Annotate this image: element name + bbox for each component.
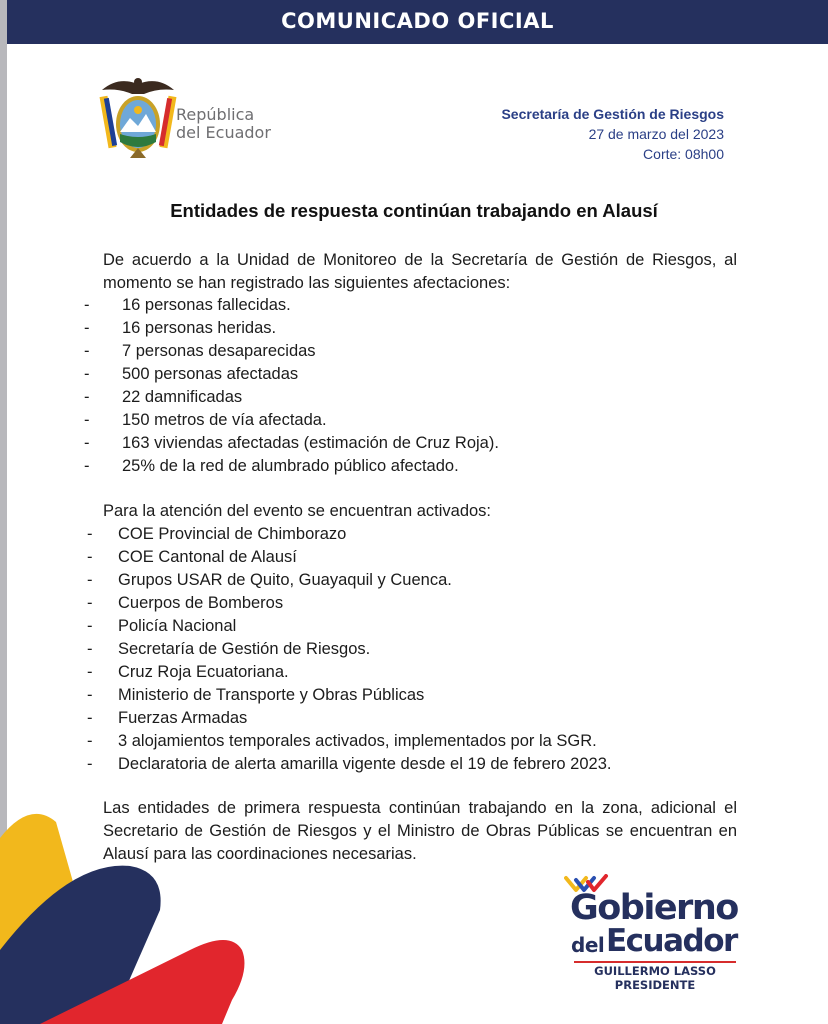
list-item: - 16 personas heridas.	[122, 317, 499, 340]
cutoff-time: Corte: 08h00	[643, 146, 724, 162]
document-title: Entidades de respuesta continúan trabajando en Alausí	[170, 200, 658, 221]
official-banner	[7, 0, 828, 44]
president-name: GUILLERMO LASSO	[594, 964, 716, 978]
list-item: - Declaratoria de alerta amarilla vigente desde el 19 de febrero 2023.	[118, 753, 611, 776]
list-dash: -	[87, 686, 93, 704]
issue-date: 27 de marzo del 2023	[588, 126, 724, 142]
list-item: - COE Cantonal de Alausí	[118, 546, 611, 569]
logo-divider	[574, 961, 736, 963]
republic-logo-text	[176, 106, 271, 142]
list-dash: -	[87, 594, 93, 612]
list-item: - 500 personas afectadas	[122, 363, 499, 386]
list-item: - Cuerpos de Bomberos	[118, 592, 611, 615]
coat-of-arms-icon	[98, 74, 178, 164]
list-item: - 25% de la red de alumbrado público afectado.	[122, 455, 499, 478]
list-dash: -	[87, 663, 93, 681]
list-item: - 163 viviendas afectadas (estimación de Cruz Roja).	[122, 432, 499, 455]
list-dash: -	[87, 571, 93, 589]
issuer-block	[501, 104, 724, 164]
president-caption	[574, 964, 736, 992]
list-dash: -	[84, 388, 90, 406]
list-dash: -	[84, 365, 90, 383]
banner-title: COMUNICADO OFICIAL	[281, 9, 554, 33]
list-item: - 3 alojamientos temporales activados, implementados por la SGR.	[118, 730, 611, 753]
list-item: - Secretaría de Gestión de Riesgos.	[118, 638, 611, 661]
list-dash: -	[87, 640, 93, 658]
republic-logo	[98, 74, 298, 164]
list-dash: -	[84, 296, 90, 314]
activated-list	[87, 523, 612, 776]
del-wordmark: del	[571, 933, 605, 957]
list-item: - COE Provincial de Chimborazo	[118, 523, 611, 546]
issuer-name: Secretaría de Gestión de Riesgos	[501, 106, 724, 122]
list-item: - Grupos USAR de Quito, Guayaquil y Cuenca.	[118, 569, 611, 592]
list-item: - Fuerzas Armadas	[118, 707, 611, 730]
list-dash: -	[87, 755, 93, 773]
list-item: - Cruz Roja Ecuatoriana.	[118, 661, 611, 684]
list-item: - 7 personas desaparecidas	[122, 340, 499, 363]
president-role: PRESIDENTE	[614, 978, 696, 992]
impact-list	[84, 294, 499, 478]
list-dash: -	[87, 548, 93, 566]
list-item: - 150 metros de vía afectada.	[122, 409, 499, 432]
list-dash: -	[84, 342, 90, 360]
list-item: - 16 personas fallecidas.	[122, 294, 499, 317]
government-logo	[560, 870, 750, 995]
list-item: - Policía Nacional	[118, 615, 611, 638]
list-dash: -	[87, 709, 93, 727]
list-dash: -	[87, 617, 93, 635]
ecuador-wordmark: Ecuador	[606, 923, 737, 959]
list-item: - 22 damnificadas	[122, 386, 499, 409]
list-dash: -	[87, 732, 93, 750]
list-item: - Ministerio de Transporte y Obras Públicas	[118, 684, 611, 707]
closing-paragraph: Las entidades de primera respuesta continúan trabajando en la zona, adicional el Secretario de Gestión de Riesgos y el Ministro de Obras Públicas se encuentran en Alausí para las coordinaciones necesarias.	[103, 799, 737, 863]
decorative-stripes	[0, 800, 250, 1024]
logo-line-1: República	[176, 105, 255, 124]
list-dash: -	[84, 411, 90, 429]
gobierno-wordmark: Gobierno	[570, 888, 738, 928]
list-dash: -	[84, 457, 90, 475]
intro-paragraph: De acuerdo a la Unidad de Monitoreo de la Secretaría de Gestión de Riesgos, al momento se han registrado las siguientes afectaciones:	[103, 251, 737, 292]
activated-intro: Para la atención del evento se encuentran activados:	[103, 502, 492, 520]
list-dash: -	[84, 319, 90, 337]
logo-line-2: del Ecuador	[176, 123, 271, 142]
list-dash: -	[84, 434, 90, 452]
list-dash: -	[87, 525, 93, 543]
